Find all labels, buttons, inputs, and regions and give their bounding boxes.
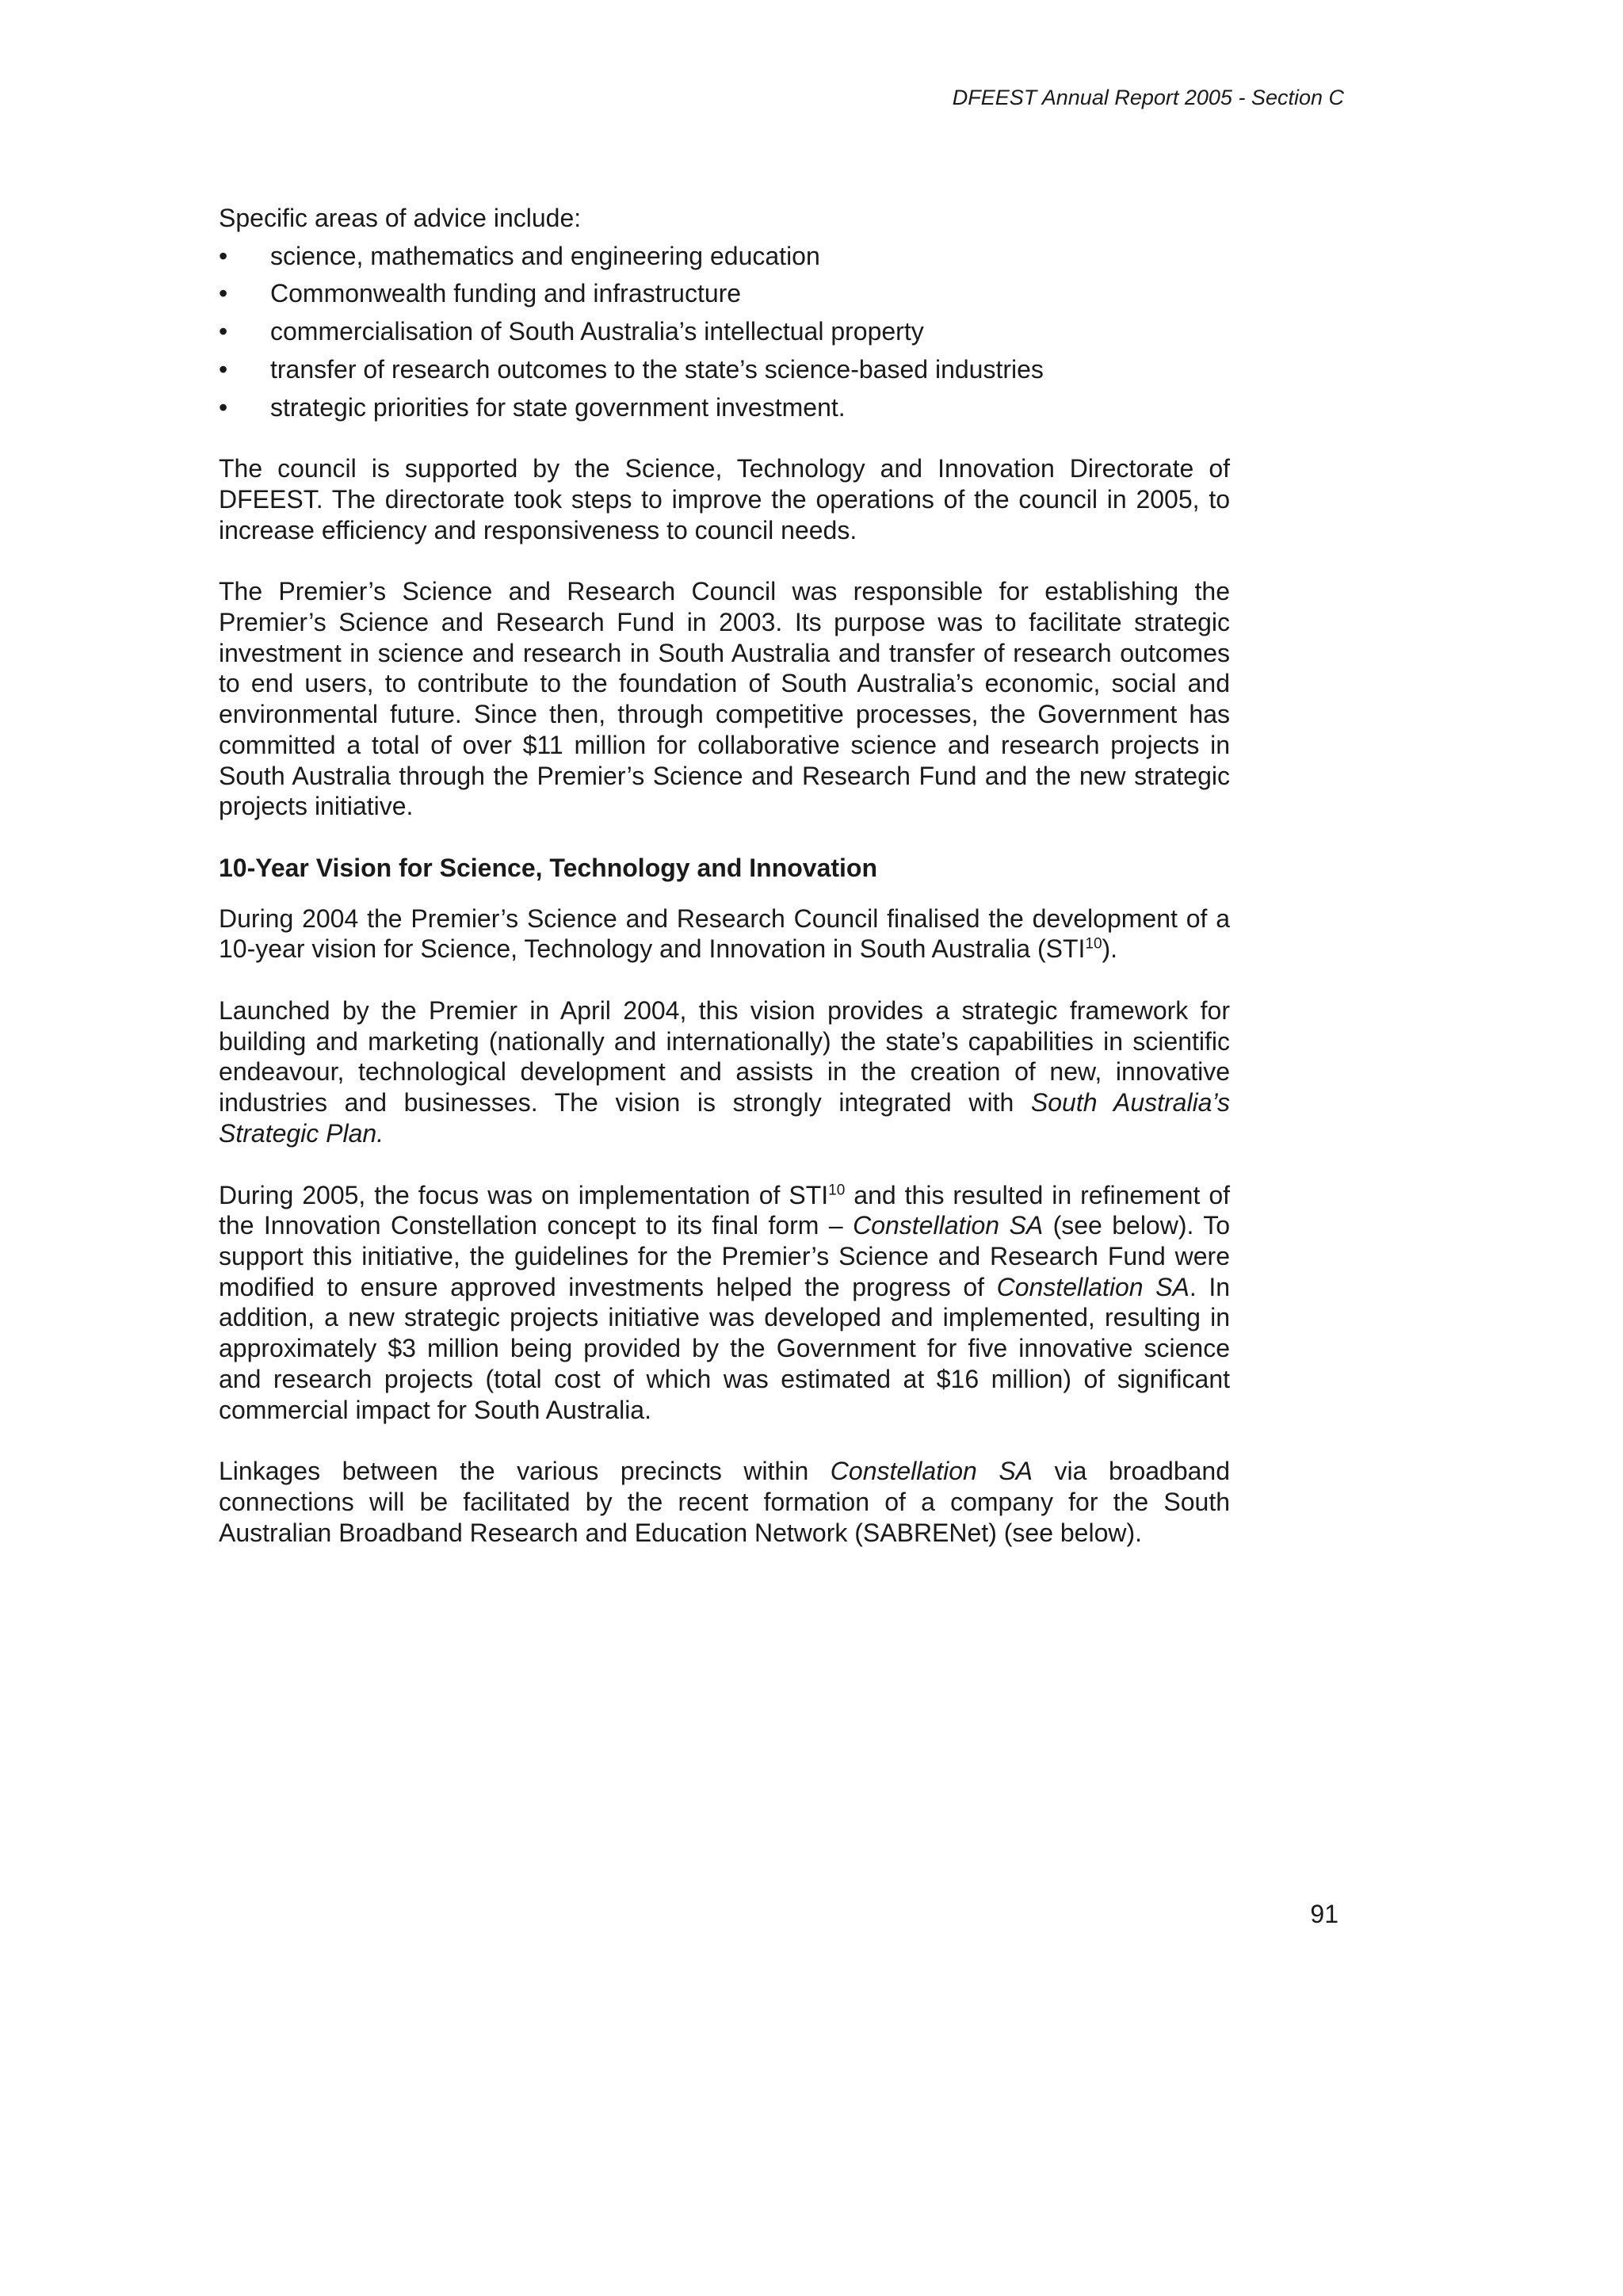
vision-p4-part2: via broadband connections will be facilitated by the recent formation of a company for the South Australian Broadband Research and Education Network (SABRENet) (see below). [219, 1457, 1231, 1547]
vision-p1-after: ). [1102, 934, 1118, 964]
council-support-paragraph: The council is supported by the Science, Technology and Innovation Directorate of DFEEST. The directorate took steps to improve the operations of the council in 2005, to increase efficiency and responsiveness to council needs. [219, 454, 1230, 544]
vision-p1-text: During 2004 the Premier’s Science and Research Council finalised the development of a 10-year vision for Science, Technology and Innovation in South Australia (STI [219, 904, 1230, 964]
vision-p2-text: Launched by the Premier in April 2004, this vision provides a strategic framework for building and marketing (nationally and internationally) the state’s capabilities in scientific endeavour, technological development and assists in the creation of new, innovative industries and businesses. The vision is strongly integrated with [219, 996, 1230, 1117]
strategic-plan-title: South Australia’s Strategic Plan. [219, 1088, 1231, 1148]
running-header: DFEEST Annual Report 2005 - Section C [952, 86, 1344, 109]
premiers-council-paragraph: The Premier’s Science and Research Council was responsible for establishing the Premier’s Science and Research Fund in 2003. Its purpose was to facilitate strategic investment in science and research in South Australia and transfer of research outcomes to end users, to contribute to the foundation of South Australia’s economic, social and environmental future. Since then, through competitive processes, the Government has committed a total of over $11 million for collaborative science and research projects in South Australia through the Premier’s Science and Research Fund and the new strategic projects initiative. [219, 577, 1230, 821]
vision-paragraph-4 [219, 1456, 1230, 1548]
vision-paragraph-1 [219, 904, 1230, 965]
vision-p3-part3: (see below). To support this initiative, the guidelines for the Premier’s Science and Research Fund were modified to ensure approved investments helped the progress of [219, 1211, 1231, 1301]
page-number: 91 [1310, 1900, 1338, 1928]
vision-p3-part1: During 2005, the focus was on implementation of STI [219, 1180, 829, 1209]
list-item [219, 241, 1230, 272]
list-item-text: transfer of research outcomes to the state’s science-based industries [270, 354, 1044, 384]
bullet-icon: • [219, 392, 228, 422]
vision-p3-part2: and this resulted in refinement of the Innovation Constellation concept to its final form – [219, 1180, 1231, 1240]
list-item-text: Commonwealth funding and infrastructure [270, 279, 742, 308]
list-item [219, 278, 1230, 309]
constellation-sa-italic: Constellation SA [853, 1211, 1044, 1240]
bullet-icon: • [219, 279, 228, 308]
footnote-ref: 10 [1085, 935, 1102, 953]
page-body [219, 203, 1230, 1579]
vision-p3-part4: . In addition, a new strategic projects initiative was developed and implemented, resulting in approximately $3 million being provided by the Government for five innovative science and research projects (total cost of which was estimated at $16 million) of significant commercial impact for South Australia. [219, 1272, 1231, 1424]
vision-p4-part1: Linkages between the various precincts within [219, 1457, 831, 1486]
bullet-icon: • [219, 354, 228, 384]
list-item-text: science, mathematics and engineering education [270, 241, 820, 270]
constellation-sa-italic: Constellation SA [830, 1457, 1033, 1486]
advice-intro: Specific areas of advice include: [219, 204, 582, 232]
list-item-text: strategic priorities for state government investment. [270, 392, 846, 422]
section-heading: 10-Year Vision for Science, Technology and Innovation [219, 853, 878, 882]
list-item-text: commercialisation of South Australia’s intellectual property [270, 317, 924, 346]
bullet-icon: • [219, 241, 228, 270]
vision-paragraph-3 [219, 1180, 1230, 1426]
bullet-icon: • [219, 317, 228, 346]
list-item [219, 316, 1230, 347]
list-item [219, 392, 1230, 423]
constellation-sa-italic: Constellation SA [996, 1272, 1190, 1301]
footnote-ref: 10 [828, 1181, 846, 1198]
vision-paragraph-2 [219, 995, 1230, 1149]
list-item [219, 354, 1230, 385]
advice-list [219, 241, 1230, 423]
